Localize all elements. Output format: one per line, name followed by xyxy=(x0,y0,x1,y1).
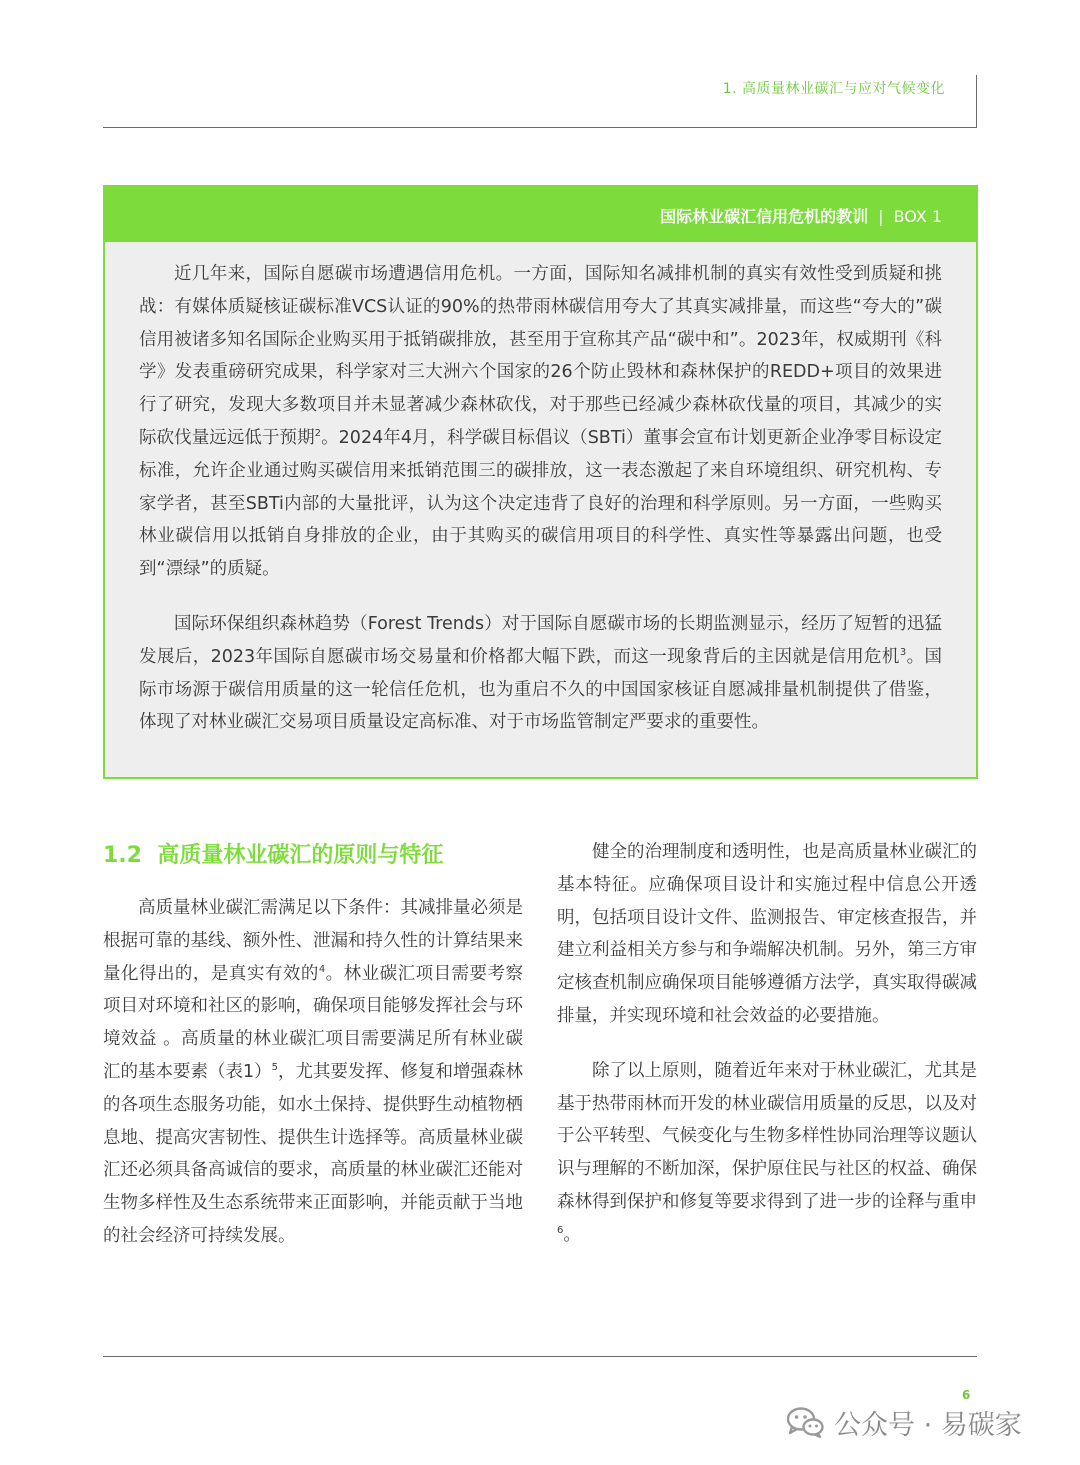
right-column xyxy=(557,836,977,1274)
box-tag: BOX 1 xyxy=(893,207,942,226)
footnote-marker: 6 xyxy=(557,1224,564,1236)
footnote-marker: 5 xyxy=(271,1062,279,1074)
box-header xyxy=(105,187,976,242)
text-run: 健全的治理制度和透明性，也是高质量林业碳汇的基本特征。应确保项目设计和实施过程中信息公开透明，包括项目设计文件、监测报告、审定核查报告，并建立利益相关方参与和争端解决机制。另外，第三方审定核查机制应确保项目能够遵循方法学，真实取得碳减排量，并实现环境和社会效益的必要措施。 xyxy=(557,842,977,1026)
text-run: 。 xyxy=(563,1224,581,1245)
box-separator: | xyxy=(878,207,884,226)
text-run: 国际环保组织森林趋势（Forest Trends）对于国际自愿碳市场的长期监测显示，经历了短暂的迅猛发展后，2023年国际自愿碳市场交易量和价格都大幅下跌，而这一现象背后的主因就是信用危机 xyxy=(139,613,942,667)
footnote-marker: 4 xyxy=(318,963,326,975)
footer-rule xyxy=(103,1356,977,1357)
text-run: 。国际市场源于碳信用质量的这一轮信任危机，也为重启不久的中国国家核证自愿减排量机制提供了借鉴，体现了对林业碳汇交易项目质量设定高标准、对于市场监管制定严要求的重要性。 xyxy=(139,646,942,733)
footnote-marker: 3 xyxy=(899,646,907,658)
watermark xyxy=(786,1402,1022,1442)
wechat-icon xyxy=(786,1406,824,1438)
left-column xyxy=(103,836,523,1275)
box-1 xyxy=(103,185,978,779)
header-rule xyxy=(103,127,977,128)
body-paragraph xyxy=(557,836,977,1033)
body-paragraph xyxy=(103,892,523,1253)
watermark-text: 公众号 · 易碳家 xyxy=(834,1409,1022,1441)
text-run: 。2024年4月，科学碳目标倡议（SBTi）董事会宣布计划更新企业净零目标设定标准，允许企业通过购买碳信用来抵销范围三的碳排放，这一表态激起了来自环境组织、研究机构、专家学者，甚至SBTi内部的大量批评，认为这个决定违背了良好的治理和科学原则。另一方面，一些购买林业碳信用以抵销自身排放的企业，由于其购买的碳信用项目的科学性、真实性等暴露出问题，也受到“漂绿”的质疑。 xyxy=(139,427,943,580)
text-run: ，尤其要发挥、修复和增强森林的各项生态服务功能，如水土保持、提供野生动植物栖息地、提高灾害韧性、提供生计选择等。高质量林业碳汇还必须具备高诚信的要求，高质量的林业碳汇还能对生物多样性及生态系统带来正面影响，并能贡献于当地的社会经济可持续发展。 xyxy=(103,1061,524,1246)
section-number: 1.2 xyxy=(103,843,142,868)
body-paragraph xyxy=(557,1055,977,1252)
box-paragraph xyxy=(139,608,942,739)
running-header: 1. 高质量林业碳汇与应对气候变化 xyxy=(722,81,945,97)
section-heading xyxy=(103,840,523,872)
header-vertical-rule xyxy=(976,75,977,128)
box-title-line xyxy=(660,204,942,227)
text-run: 。林业碳汇项目需要考察项目对环境和社区的影响，确保项目能够发挥社会与环境效益 。高质量的林业碳汇项目需要满足所有林业碳汇的基本要素（表1） xyxy=(103,963,524,1082)
box-title: 国际林业碳汇信用危机的教训 xyxy=(660,207,869,226)
text-run: 高质量林业碳汇需满足以下条件：其减排量必须是根据可靠的基线、额外性、泄漏和持久性的计算结果来量化得出的，是真实有效的 xyxy=(103,898,523,984)
section-title: 高质量林业碳汇的原则与特征 xyxy=(157,843,444,868)
box-body xyxy=(105,242,976,739)
footnote-marker: 2 xyxy=(314,428,322,440)
text-run: 除了以上原则，随着近年来对于林业碳汇，尤其是基于热带雨林而开发的林业碳信用质量的反思，以及对于公平转型、气候变化与生物多样性协同治理等议题认识与理解的不断加深，保护原住民与社区的权益、确保森林得到保护和修复等要求得到了进一步的诠释与重申 xyxy=(557,1060,977,1212)
page-number: 6 xyxy=(962,1388,971,1402)
box-paragraph xyxy=(139,258,942,586)
text-run: 近几年来，国际自愿碳市场遭遇信用危机。一方面，国际知名减排机制的真实有效性受到质疑和挑战：有媒体质疑核证碳标准VCS认证的90%的热带雨林碳信用夸大了其真实减排量，而这些“夸大的”碳信用被诸多知名国际企业购买用于抵销碳排放，甚至用于宣称其产品“碳中和”。2023年，权威期刊《科学》发表重磅研究成果，科学家对三大洲六个国家的26个防止毁林和森林保护的REDD+项目的效果进行了研究，发现大多数项目并未显著减少森林砍伐，对于那些已经减少森林砍伐量的项目，其减少的实际砍伐量远远低于预期 xyxy=(139,264,942,448)
